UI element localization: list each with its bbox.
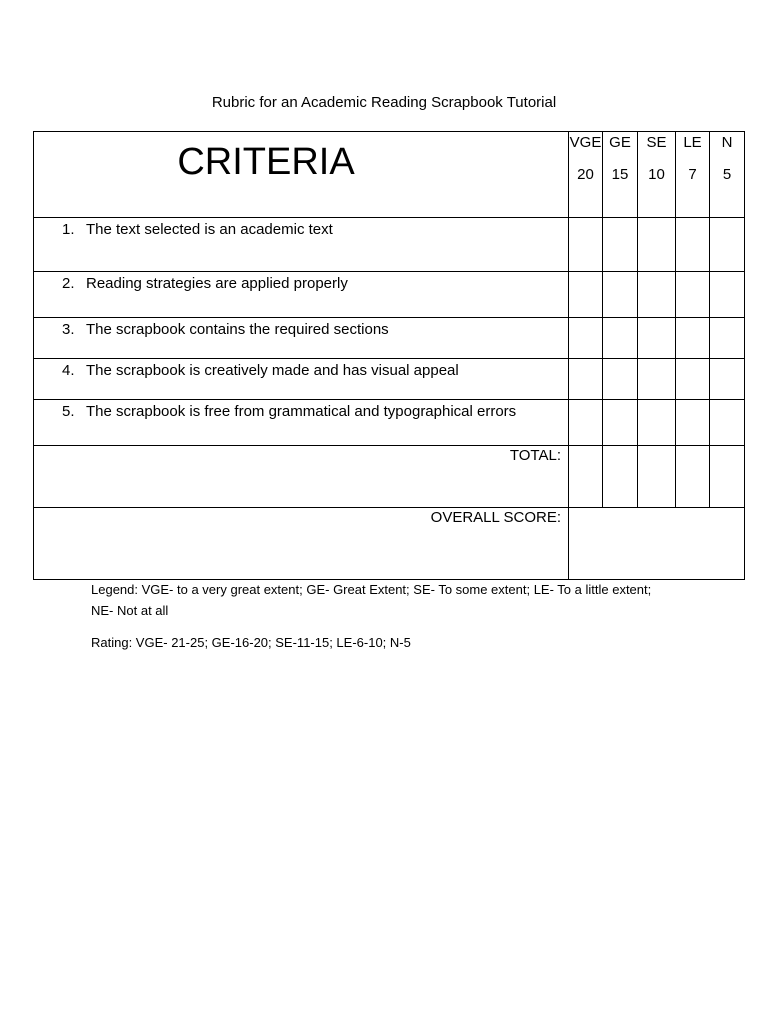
score-cell[interactable]: [676, 318, 710, 359]
legend-line: Legend: VGE- to a very great extent; GE- Great Extent; SE- To some extent; LE- To a little extent;: [91, 582, 652, 597]
score-cell[interactable]: [710, 359, 745, 400]
score-cell[interactable]: [603, 218, 638, 272]
total-score-cell[interactable]: [676, 446, 710, 508]
scale-label: VGE: [569, 134, 602, 151]
criterion-cell: [34, 359, 569, 400]
criteria-heading: CRITERIA: [177, 141, 355, 183]
scale-label: GE: [609, 134, 631, 151]
overall-score-row: [34, 508, 745, 580]
score-cell[interactable]: [569, 318, 603, 359]
criterion-number: 2.: [62, 275, 75, 292]
score-cell[interactable]: [710, 218, 745, 272]
criterion-row: [34, 359, 745, 400]
criterion-number: 5.: [62, 403, 75, 420]
score-cell[interactable]: [638, 218, 676, 272]
criterion-row: [34, 400, 745, 446]
criteria-header-cell: [34, 132, 569, 218]
scale-label: N: [721, 134, 733, 151]
criterion-text: The scrapbook contains the required sections: [86, 321, 389, 338]
scale-header-ge: [603, 132, 638, 218]
scale-points: 15: [611, 166, 629, 183]
legend-line: NE- Not at all: [91, 603, 169, 618]
criterion-cell: [34, 318, 569, 359]
score-cell[interactable]: [710, 400, 745, 446]
criterion-number: 3.: [62, 321, 75, 338]
score-cell[interactable]: [603, 272, 638, 318]
score-cell[interactable]: [638, 359, 676, 400]
criterion-cell: [34, 272, 569, 318]
document-title: Rubric for an Academic Reading Scrapbook Tutorial: [211, 94, 557, 111]
criterion-row: [34, 272, 745, 318]
overall-score-cell[interactable]: [569, 508, 745, 580]
scale-header-n: [710, 132, 745, 218]
scale-points: 5: [722, 166, 732, 183]
score-cell[interactable]: [710, 318, 745, 359]
score-cell[interactable]: [603, 400, 638, 446]
criterion-cell: [34, 218, 569, 272]
score-cell[interactable]: [569, 272, 603, 318]
score-cell[interactable]: [710, 272, 745, 318]
criterion-number: 4.: [62, 362, 75, 379]
score-cell[interactable]: [676, 272, 710, 318]
score-cell[interactable]: [603, 359, 638, 400]
scale-label: SE: [646, 134, 667, 151]
criterion-row: [34, 318, 745, 359]
score-cell[interactable]: [676, 359, 710, 400]
criterion-row: [34, 218, 745, 272]
total-score-cell[interactable]: [569, 446, 603, 508]
criterion-text: The scrapbook is creatively made and has visual appeal: [86, 362, 459, 379]
total-label-cell: [34, 446, 569, 508]
scale-header-le: [676, 132, 710, 218]
total-score-cell[interactable]: [710, 446, 745, 508]
rating-scale: Rating: VGE- 21-25; GE-16-20; SE-11-15; LE-6-10; N-5: [91, 635, 411, 650]
criterion-cell: [34, 400, 569, 446]
score-cell[interactable]: [569, 218, 603, 272]
header-row: [34, 132, 745, 218]
scale-label: LE: [683, 134, 702, 151]
scale-points: 10: [648, 166, 665, 183]
scale-header-se: [638, 132, 676, 218]
rubric-table: [33, 131, 745, 580]
total-score-cell[interactable]: [603, 446, 638, 508]
criterion-number: 1.: [62, 221, 75, 238]
score-cell[interactable]: [638, 318, 676, 359]
overall-score-label: OVERALL SCORE:: [430, 509, 561, 526]
score-cell[interactable]: [638, 272, 676, 318]
overall-label-cell: [34, 508, 569, 580]
total-row: [34, 446, 745, 508]
legend: [91, 579, 711, 621]
total-label: TOTAL:: [509, 447, 561, 464]
criterion-text: The scrapbook is free from grammatical and typographical errors: [86, 403, 517, 420]
scale-header-vge: [569, 132, 603, 218]
score-cell[interactable]: [638, 400, 676, 446]
total-score-cell[interactable]: [638, 446, 676, 508]
score-cell[interactable]: [676, 400, 710, 446]
scale-points: 20: [577, 166, 594, 183]
score-cell[interactable]: [569, 359, 603, 400]
criterion-text: The text selected is an academic text: [86, 221, 333, 238]
score-cell[interactable]: [569, 400, 603, 446]
criterion-text: Reading strategies are applied properly: [86, 275, 348, 292]
score-cell[interactable]: [603, 318, 638, 359]
scale-points: 7: [688, 166, 697, 183]
score-cell[interactable]: [676, 218, 710, 272]
